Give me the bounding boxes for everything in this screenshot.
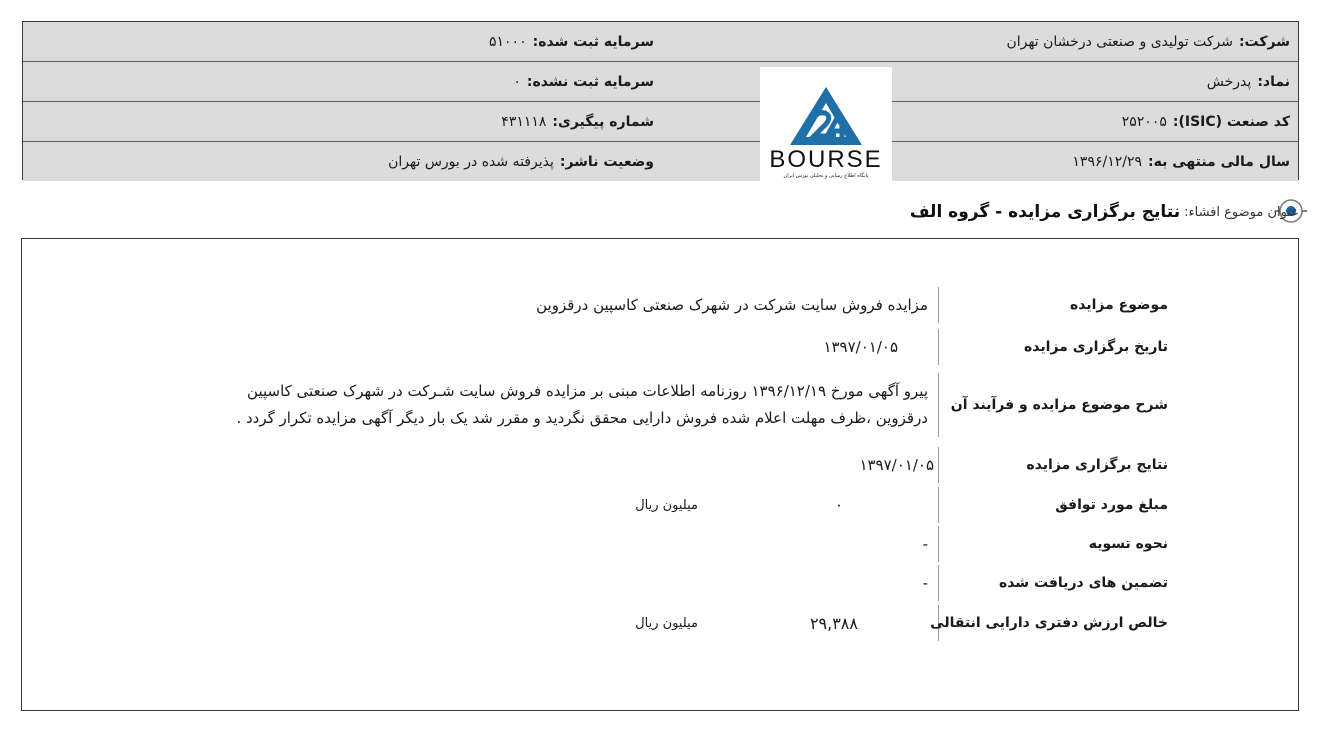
disclosure-title-bar bbox=[910, 197, 1299, 227]
unregistered-capital-value: ۰ bbox=[513, 73, 521, 90]
guarantees-label: تضمین های دریافت شده bbox=[938, 565, 1168, 601]
capital-cell bbox=[23, 22, 662, 61]
symbol-label: نماد: bbox=[1257, 73, 1290, 90]
row-auction-description bbox=[118, 373, 1168, 437]
auction-subject-value: مزایده فروش سایت شرکت در شهرک صنعتی کاسپین درقزوین bbox=[536, 296, 928, 314]
status-value: پذیرفته شده در بورس تهران bbox=[388, 153, 554, 170]
agreed-amount-value: ۰ bbox=[834, 496, 843, 514]
tracking-label: شماره پیگیری: bbox=[552, 113, 654, 130]
row-auction-subject bbox=[536, 287, 1168, 323]
row-book-value bbox=[148, 605, 1168, 641]
settlement-label: نحوه تسویه bbox=[938, 526, 1168, 562]
company-name-value: شرکت تولیدی و صنعتی درخشان تهران bbox=[1006, 33, 1233, 50]
logo-wordmark: BOURSE bbox=[769, 146, 883, 173]
row-auction-date bbox=[823, 329, 1168, 365]
auction-description-line-2: درقزوین ،ظرف مهلت اعلام شده فروش دارایی محقق نگردید و مقرر شد یک بار دیگر آگهی مزایده تکرار گردد . bbox=[236, 409, 928, 427]
isic-value: ۲۵۲۰۰۵ bbox=[1121, 113, 1167, 130]
book-value-amount: ۲۹,۳۸۸ bbox=[809, 613, 858, 633]
unregistered-capital-label: سرمایه ثبت نشده: bbox=[526, 73, 654, 90]
auction-description-line-1: پیرو آگهی مورخ ۱۳۹۶/۱۲/۱۹ روزنامه اطلاعات مبنی بر مزایده فروش سایت شـرکت در شهرک صنعتی کاسپین bbox=[247, 382, 928, 400]
auction-date-label: تاریخ برگزاری مزایده bbox=[938, 329, 1168, 365]
capital-value: ۵۱۰۰۰ bbox=[488, 33, 527, 50]
isic-label-pre: کد صنعت ( bbox=[1215, 113, 1290, 130]
auction-description-label: شرح موضوع مزایده و فرآیند آن bbox=[938, 373, 1168, 437]
isic-label-post: ): bbox=[1172, 113, 1185, 130]
info-row-company bbox=[23, 22, 1298, 61]
auction-results-label: نتایج برگزاری مزایده bbox=[938, 447, 1168, 483]
capital-label: سرمایه ثبت شده: bbox=[532, 33, 654, 50]
isic-label-en: ISIC bbox=[1184, 113, 1216, 130]
book-value-label: خالص ارزش دفتری دارایی انتقالی bbox=[938, 605, 1168, 641]
row-guarantees bbox=[923, 565, 1168, 601]
settlement-value: - bbox=[922, 535, 928, 553]
info-row-symbol bbox=[23, 62, 1298, 101]
fiscal-value: ۱۳۹۶/۱۲/۲۹ bbox=[1072, 153, 1142, 170]
auction-details-box bbox=[21, 238, 1299, 711]
row-auction-results bbox=[859, 447, 1168, 483]
auction-results-value: ۱۳۹۷/۰۱/۰۵ bbox=[859, 456, 934, 474]
status-label: وضعیت ناشر: bbox=[559, 153, 654, 170]
agreed-amount-unit: میلیون ریال bbox=[635, 497, 698, 513]
auction-description-value bbox=[118, 378, 938, 432]
status-cell bbox=[23, 142, 662, 181]
unregistered-capital-cell bbox=[23, 62, 662, 101]
symbol-cell bbox=[662, 62, 1298, 101]
book-value-unit: میلیون ریال bbox=[635, 615, 698, 631]
disclosure-title-prefix: عنوان موضوع افشاء: bbox=[1184, 204, 1299, 220]
isic-label bbox=[1173, 114, 1290, 130]
row-agreed-amount bbox=[148, 487, 1168, 523]
isic-cell bbox=[662, 102, 1298, 141]
symbol-value: پدرخش bbox=[1206, 73, 1252, 90]
tracking-value: ۴۳۱۱۱۸ bbox=[501, 113, 547, 130]
auction-date-value: ۱۳۹۷/۰۱/۰۵ bbox=[823, 338, 898, 356]
fiscal-cell bbox=[662, 142, 1298, 181]
fiscal-label: سال مالی منتهی به: bbox=[1148, 153, 1290, 170]
agreed-amount-label: مبلغ مورد توافق bbox=[938, 487, 1168, 523]
logo-tagline: پایگاه اطلاع رسانی و تحلیلی بورس ایران bbox=[783, 173, 869, 179]
company-name-label: شرکت: bbox=[1238, 33, 1290, 50]
bourse-logo bbox=[760, 67, 892, 185]
company-info-table bbox=[22, 21, 1299, 180]
bourse-logo-mark-icon bbox=[760, 67, 892, 147]
disclosure-title: نتایج برگزاری مزایده - گروه الف bbox=[909, 202, 1181, 222]
tracking-cell bbox=[23, 102, 662, 141]
row-settlement bbox=[923, 526, 1168, 562]
guarantees-value: - bbox=[922, 574, 928, 592]
company-name-cell bbox=[662, 22, 1298, 61]
auction-subject-label: موضوع مزایده bbox=[938, 287, 1168, 323]
info-row-fiscal bbox=[23, 142, 1298, 181]
info-row-isic bbox=[23, 102, 1298, 141]
